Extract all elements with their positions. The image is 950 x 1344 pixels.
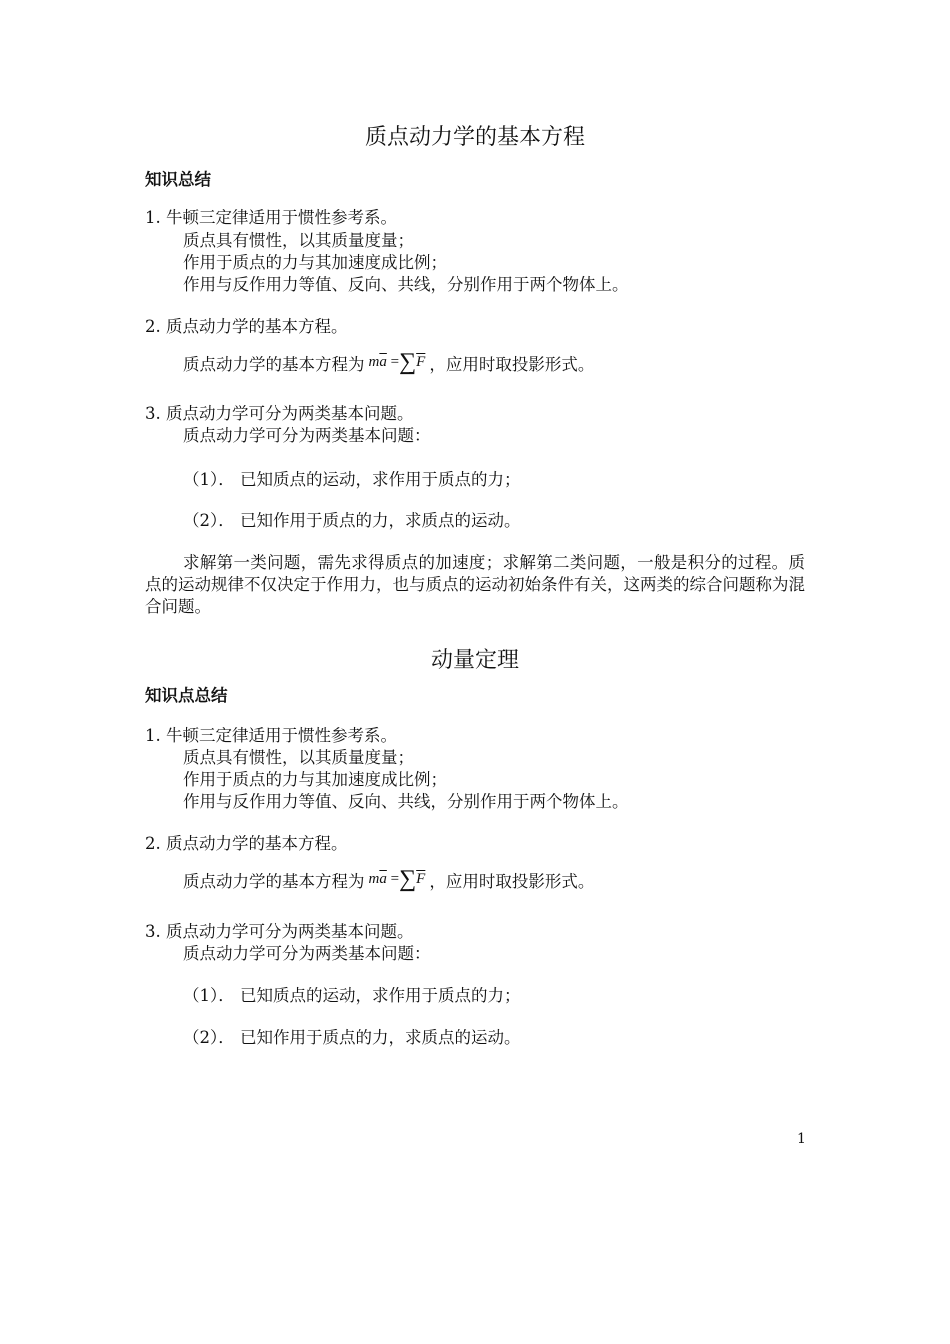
section-subtitle: 知识总结 xyxy=(145,170,211,189)
list-item: 1. 牛顿三定律适用于惯性参考系。 xyxy=(145,208,397,227)
equation xyxy=(368,349,426,375)
list-line: 作用于质点的力与其加速度成比例； xyxy=(183,770,447,789)
list-line: 质点具有惯性，以其质量度量； xyxy=(183,748,414,767)
equation-line xyxy=(183,349,595,377)
eq-m: m xyxy=(368,354,380,370)
sum-symbol: ∑ xyxy=(399,866,417,892)
equation-suffix: ，应用时取投影形式。 xyxy=(429,872,595,891)
eq-m: m xyxy=(368,871,380,887)
list-line: 质点动力学可分为两类基本问题： xyxy=(183,426,431,445)
eq-F: $\overline{F}$ xyxy=(416,354,426,370)
case-item: （1）． 已知质点的运动，求作用于质点的力； xyxy=(183,470,521,489)
list-item: 2. 质点动力学的基本方程。 xyxy=(145,317,348,336)
eq-equals: = xyxy=(390,871,400,887)
equation-suffix: ，应用时取投影形式。 xyxy=(429,355,595,374)
list-line: 作用与反作用力等值、反向、共线，分别作用于两个物体上。 xyxy=(183,275,629,294)
sum-symbol: ∑ xyxy=(399,349,417,375)
list-line: 质点动力学可分为两类基本问题： xyxy=(183,944,431,963)
section-title: 质点动力学的基本方程 xyxy=(364,125,585,150)
list-item: 3. 质点动力学可分为两类基本问题。 xyxy=(145,404,414,423)
equation-prefix: 质点动力学的基本方程为 xyxy=(183,355,365,374)
equation-prefix: 质点动力学的基本方程为 xyxy=(183,872,365,891)
section-title: 动量定理 xyxy=(430,648,519,673)
equation-line xyxy=(183,866,595,894)
page-number: 1 xyxy=(797,1131,806,1147)
eq-equals: = xyxy=(390,354,400,370)
case-item: （2）． 已知作用于质点的力，求质点的运动。 xyxy=(183,511,521,530)
list-item: 1. 牛顿三定律适用于惯性参考系。 xyxy=(145,726,397,745)
list-item: 2. 质点动力学的基本方程。 xyxy=(145,834,348,853)
eq-a: $\overline{a}$ xyxy=(379,354,387,370)
case-item: （1）． 已知质点的运动，求作用于质点的力； xyxy=(183,986,521,1005)
paragraph: 求解第一类问题，需先求得质点的加速度；求解第二类问题，一般是积分的过程。质点的运动规律不仅决定于作用力，也与质点的运动初始条件有关，这两类的综合问题称为混合问题。 xyxy=(145,553,805,616)
eq-F: $\overline{F}$ xyxy=(416,871,426,887)
eq-a: $\overline{a}$ xyxy=(379,871,387,887)
list-item: 3. 质点动力学可分为两类基本问题。 xyxy=(145,922,414,941)
list-line: 作用于质点的力与其加速度成比例； xyxy=(183,253,447,272)
list-line: 质点具有惯性，以其质量度量； xyxy=(183,231,414,250)
section-subtitle: 知识点总结 xyxy=(145,686,228,705)
equation xyxy=(368,866,426,892)
list-line: 作用与反作用力等值、反向、共线，分别作用于两个物体上。 xyxy=(183,792,629,811)
case-item: （2）． 已知作用于质点的力，求质点的运动。 xyxy=(183,1028,521,1047)
